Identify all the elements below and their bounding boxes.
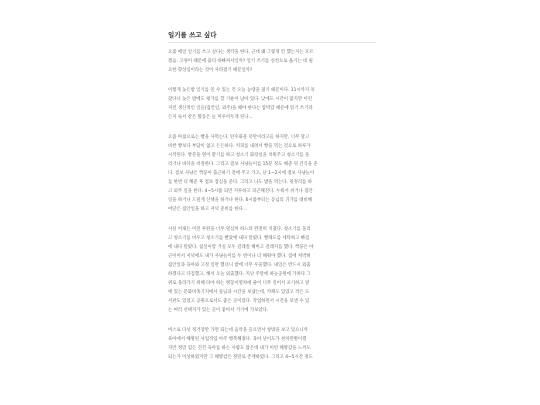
paragraph-line: 여닫은 집안일을 하고 저녁 준비를 한다...: [168, 207, 248, 212]
paragraph-line: 저런 생산적인 일들(집안일, 외주)을 해야 한다는 압박감 때문에 읽기 쓰기라: [168, 106, 313, 111]
article-paragraph: [168, 326, 376, 362]
paragraph-line: 에 내다 말렸다. 침실이랑 거실 모두 걸레질 해버고 걸레지를 했다. 짝꿍은 야: [168, 245, 314, 250]
paragraph-line: 비싼 빵보다 부담이 없고 든든하다. 커피를 내려서 빵을 먹는 것으로 하루가: [168, 144, 311, 149]
paragraph-line: 겠음. 고양이 때문에 출티 바빠져서일까? 일기 쓰기를 실천으로 옮기는 데 필: [168, 59, 313, 64]
paragraph-line: 잤다니 늦은 밤에도 평가를 할 기운이 남아 있다. 낮에도 시간이 많지만 이런: [168, 97, 312, 102]
paragraph-line: 는 여러 선택지가 있는 곳이 좋아서 거기에 가보았다.: [168, 308, 269, 313]
article-title: 일기를 쓰고 싶다: [168, 31, 217, 39]
paragraph-line: 시작된다. 방문을 열어 환기를 하고 청소기 화장실을 치워주고 청소기를 돌: [168, 153, 310, 158]
paragraph-line: 지만 정말 힘든 건건 육아를 하는 사람도 많은데 내가 이런 해방감을 느끼도: [168, 346, 311, 351]
paragraph-line: 이렇게 늦은밤 일기를 쓸 수 있는 건 오늘 농땡을 쳤기 때문이다. 11시까지 폭: [168, 88, 315, 93]
paragraph-line: 요즘 아침으로는 빵을 사먹는다. 탄수화물 폭탄이라고들 하지만, 너무 달고: [168, 135, 310, 140]
paragraph-line: 일을 하거나 드릴게 산책을 하거나 한다. 6시쯤부터는 동넘의 귀가를 대비해: [168, 198, 312, 203]
paragraph-line: 위로 올라가기 위해 타야 하는 맹꽁이열차에 줄이 너무 길어서 포기하고 옆: [168, 281, 310, 286]
paragraph-line: 집안일과 육아와 고정 일만 했더니 밤에 너무 우울했다. 내일은 반드시 외출: [168, 263, 311, 268]
paragraph-line: 요즘 매일 일기를 쓰고 싶다는 생각을 한다. 근데 왜 그렇게 안 했는지는 모르: [168, 50, 314, 55]
paragraph-line: 하겠다고 다짐했고, 해서 오늘 외출했다. 지난 주말에 하늘공원에 가려다 그: [168, 272, 311, 277]
paragraph-line: 고 청소기를 비우고 청소기를 빨았에 내다 말렸다. 빨래도를 세탁하고 빠짐: [168, 236, 310, 241]
article-paragraph: [168, 86, 376, 122]
article-body: [168, 48, 376, 373]
paragraph-line: 요한 향상심이라는 것이 사라졌기 때문일까?: [168, 68, 253, 73]
paragraph-line: 든지 독서 같은 활동은 늘 미루어두게 된다...: [168, 115, 253, 120]
paragraph-line: 에 있는 문화비축기지에서 돌님과 시간을 보냈는데, 카페도 있었고 작은 도: [168, 290, 310, 295]
paragraph-line: 다. 점보 사냥은 짝꿍이 출근하기 전에 주고 가고, 난 1~2시에 점보 사냥놀이: [168, 171, 315, 176]
paragraph-line: 육아에서 해방된 사업적업 아주 행복해졌다. 육아 난이도가 천차만별이겠: [168, 337, 307, 342]
title-divider: [168, 42, 376, 43]
paragraph-line: 고 외주 일을 한다. 4~5시쯤 되면 지루하고 피곤해진다. 누워서 쉬거나 집안: [168, 189, 313, 194]
paragraph-line: 사실 어제는 이런 루틴을 너무 열심히 하느라 완전히 지쳤다. 청소기를 돌리: [168, 227, 311, 232]
paragraph-line: 를 한번 더 해준 후 점보 점심을 준다. 그리고 나도 밥을 먹는다. 뒷정리를 하: [168, 180, 312, 185]
paragraph-line: 근이어서 저녁에도 내가 사냥놀이를 두 번이나 더 해줘야 했다. 집에 처박혀: [168, 254, 311, 259]
paragraph-line: 리거나 바닥을 비질한다. 그리고 점보 사냥놀이를 15분 정도 해준 뒤 간식을 준: [168, 162, 318, 167]
paragraph-line: 서관도 있었고 공원으로서도 좋은 곳이었다. 작업하면서 시간을 보낼 수 있: [168, 299, 310, 304]
article-paragraph: [168, 48, 376, 75]
article-paragraph: [168, 225, 376, 315]
paragraph-line: 버스로 다섯 정거장만 가면 되는데 음악을 들으면서 창밖을 보고 있으니까: [168, 328, 308, 333]
article-paragraph: [168, 133, 376, 214]
paragraph-line: 되는가 이상하였지만 그 해방감은 정말로 존재하였다. 그리고 4~5시간 정도: [168, 355, 313, 360]
